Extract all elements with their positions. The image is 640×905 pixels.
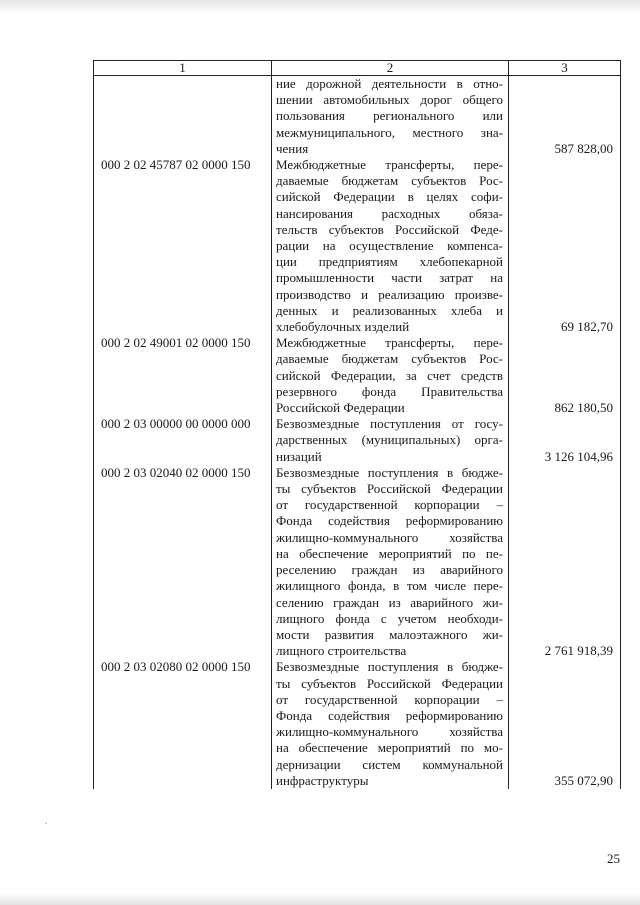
description-line: лищного строительства — [276, 643, 407, 659]
row-description — [272, 335, 509, 416]
description-line: шении автомобильных дорог общего — [276, 92, 503, 108]
description-line: Межбюджетные трансферты, пере- — [276, 335, 503, 351]
description-line: Безвозмездные поступления в бюдже- — [276, 659, 503, 675]
description-line: резервного фонда Правительства — [276, 383, 503, 399]
description-line: от государственной корпорации – — [276, 497, 503, 513]
row-code: 000 2 03 00000 00 0000 000 — [94, 416, 272, 465]
header-cell-description: 2 — [272, 61, 509, 76]
description-line: хлебобулочных изделий — [276, 319, 410, 335]
description-line: ты субъектов Российской Федерации — [276, 481, 503, 497]
description-line: дарственных (муниципальных) орга- — [276, 432, 503, 448]
description-line: от государственной корпорации – — [276, 691, 503, 707]
row-code: 000 2 03 02080 02 0000 150 — [94, 659, 272, 789]
description-line: жилищного фонда, в том числе пере- — [276, 578, 503, 594]
row-code: 000 2 02 49001 02 0000 150 — [94, 335, 272, 416]
row-amount: 2 761 918,39 — [509, 465, 621, 659]
description-line: рации на осуществление компенса- — [276, 238, 503, 254]
row-amount: 862 180,50 — [509, 335, 621, 416]
row-amount: 3 126 104,96 — [509, 416, 621, 465]
row-amount: 355 072,90 — [509, 659, 621, 789]
header-cell-code: 1 — [94, 61, 272, 76]
description-line: селению граждан из аварийного жи- — [276, 594, 503, 610]
row-description — [272, 659, 509, 789]
row-amount: 587 828,00 — [509, 76, 621, 158]
scan-top-shadow — [0, 0, 640, 14]
description-line: ние дорожной деятельности в отно- — [276, 76, 503, 91]
row-description — [272, 76, 509, 158]
table-row — [94, 659, 621, 789]
description-line: мости развития малоэтажного жи- — [276, 626, 503, 642]
description-line: нансирования расходных обяза- — [276, 205, 503, 221]
table-header-row — [94, 61, 621, 76]
description-line: чения — [276, 140, 309, 156]
description-line: дернизации систем коммунальной — [276, 756, 503, 772]
description-line: на обеспечение мероприятий по пе- — [276, 545, 503, 561]
description-line: на обеспечение мероприятий по мо- — [276, 740, 503, 756]
table-row — [94, 76, 621, 158]
description-line: даваемые бюджетам субъектов Рос- — [276, 173, 503, 189]
table-row — [94, 416, 621, 465]
budget-revenue-table — [93, 60, 621, 789]
header-cell-amount: 3 — [509, 61, 621, 76]
description-line: Фонда содействия реформированию — [276, 707, 503, 723]
description-line: ты субъектов Российской Федерации — [276, 675, 503, 691]
description-line: реселению граждан из аварийного — [276, 562, 503, 578]
description-line: производство и реализацию произве- — [276, 286, 503, 302]
row-description — [272, 416, 509, 465]
scan-speck — [45, 822, 47, 824]
description-line: жилищно-коммунального хозяйства — [276, 724, 503, 740]
row-code: 000 2 02 45787 02 0000 150 — [94, 157, 272, 335]
description-line: Межбюджетные трансферты, пере- — [276, 157, 503, 173]
description-line: Безвозмездные поступления в бюдже- — [276, 464, 503, 480]
description-line: Безвозмездные поступления от госу- — [276, 416, 503, 432]
description-line: сийской Федерации в целях софи- — [276, 189, 503, 205]
description-line: Российской Федерации — [276, 400, 405, 416]
row-description — [272, 465, 509, 659]
row-description — [272, 157, 509, 335]
description-line: инфраструктуры — [276, 772, 369, 788]
row-code: 000 2 03 02040 02 0000 150 — [94, 465, 272, 659]
description-line: ции предприятиям хлебопекарной — [276, 254, 503, 270]
description-line: промышленности части затрат на — [276, 270, 503, 286]
table-row — [94, 157, 621, 335]
table-row — [94, 335, 621, 416]
description-line: тельств субъектов Российской Феде- — [276, 221, 503, 237]
description-line: пользования регионального или — [276, 108, 503, 124]
description-line: даваемые бюджетам субъектов Рос- — [276, 351, 503, 367]
description-line: Фонда содействия реформированию — [276, 513, 503, 529]
description-line: жилищно-коммунального хозяйства — [276, 529, 503, 545]
scan-bottom-shadow — [0, 893, 640, 905]
description-line: межмуниципального, местного зна- — [276, 124, 503, 140]
description-line: сийской Федерации, за счет средств — [276, 367, 503, 383]
row-code — [94, 76, 272, 158]
description-line: денных и реализованных хлеба и — [276, 302, 503, 318]
table-row — [94, 465, 621, 659]
row-amount: 69 182,70 — [509, 157, 621, 335]
description-line: низаций — [276, 448, 322, 464]
description-line: лищного фонда с учетом необходи- — [276, 610, 503, 626]
page-number: 25 — [607, 851, 620, 866]
